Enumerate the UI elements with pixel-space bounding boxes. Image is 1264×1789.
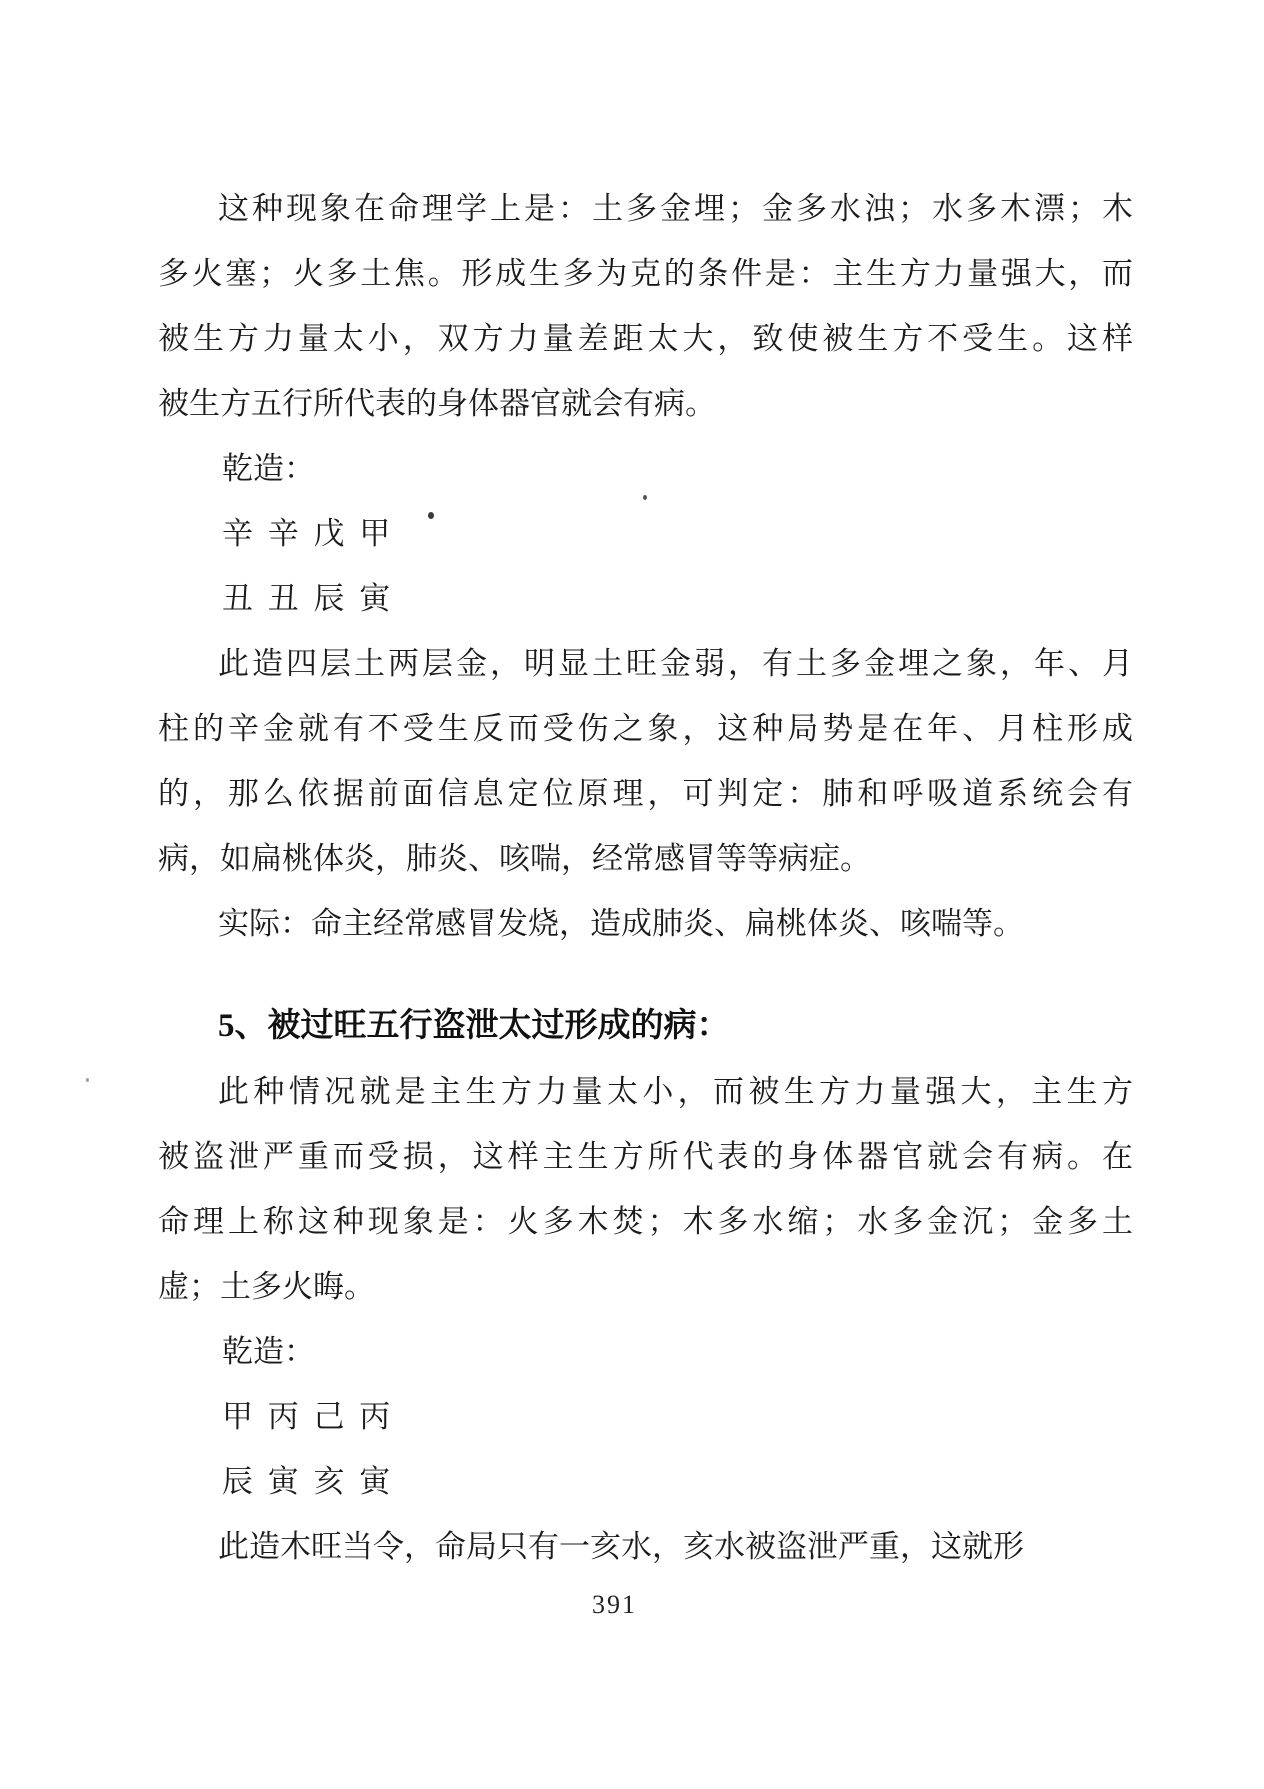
qianzao1-label: 乾造： [222,451,315,486]
para4-line1: 此种情况就是主生方力量太小，而被生方力量强大，主生方 [218,1074,1133,1109]
scan-artifact-dot [86,1078,89,1082]
para4-line2: 被盗泄严重而受损，这样主生方所代表的身体器官就会有病。在 [158,1139,1133,1174]
section5-heading: 5、被过旺五行盗泄太过形成的病： [218,1008,730,1044]
page-number: 391 [592,1590,637,1619]
para2-line4: 病，如扁桃体炎，肺炎、咳喘，经常感冒等等病症。 [158,841,871,876]
para5-line1: 此造木旺当令，命局只有一亥水，亥水被盗泄严重，这就形 [218,1529,1024,1564]
qianzao2-stems: 甲 丙 己 丙 [222,1399,391,1434]
para2-line2: 柱的辛金就有不受生反而受伤之象，这种局势是在年、月柱形成 [158,711,1133,746]
para2-line1: 此造四层土两层金，明显土旺金弱，有土多金埋之象，年、月 [218,646,1133,681]
qianzao1-branches: 丑 丑 辰 寅 [222,581,391,616]
para1-line1: 这种现象在命理学上是：土多金埋；金多水浊；水多木漂；木 [218,191,1133,226]
qianzao1-stems: 辛 辛 戊 甲 [222,516,391,551]
scan-artifact-dot [643,495,647,500]
text-block [158,176,1133,1579]
para1-line4: 被生方五行所代表的身体器官就会有病。 [158,386,716,421]
para2-line3: 的，那么依据前面信息定位原理，可判定：肺和呼吸道系统会有 [158,776,1133,811]
qianzao2-label: 乾造： [222,1334,315,1369]
para3-line1: 实际：命主经常感冒发烧，造成肺炎、扁桃体炎、咳喘等。 [218,906,1024,941]
para4-line4: 虚；土多火晦。 [158,1269,375,1304]
scan-artifact-dot [428,512,434,519]
para1-line3: 被生方力量太小，双方力量差距太大，致使被生方不受生。这样 [158,321,1133,356]
qianzao2-branches: 辰 寅 亥 寅 [222,1464,391,1499]
para4-line3: 命理上称这种现象是：火多木焚；木多水缩；水多金沉；金多土 [158,1204,1133,1239]
para1-line2: 多火塞；火多土焦。形成生多为克的条件是：主生方力量强大，而 [158,256,1133,291]
